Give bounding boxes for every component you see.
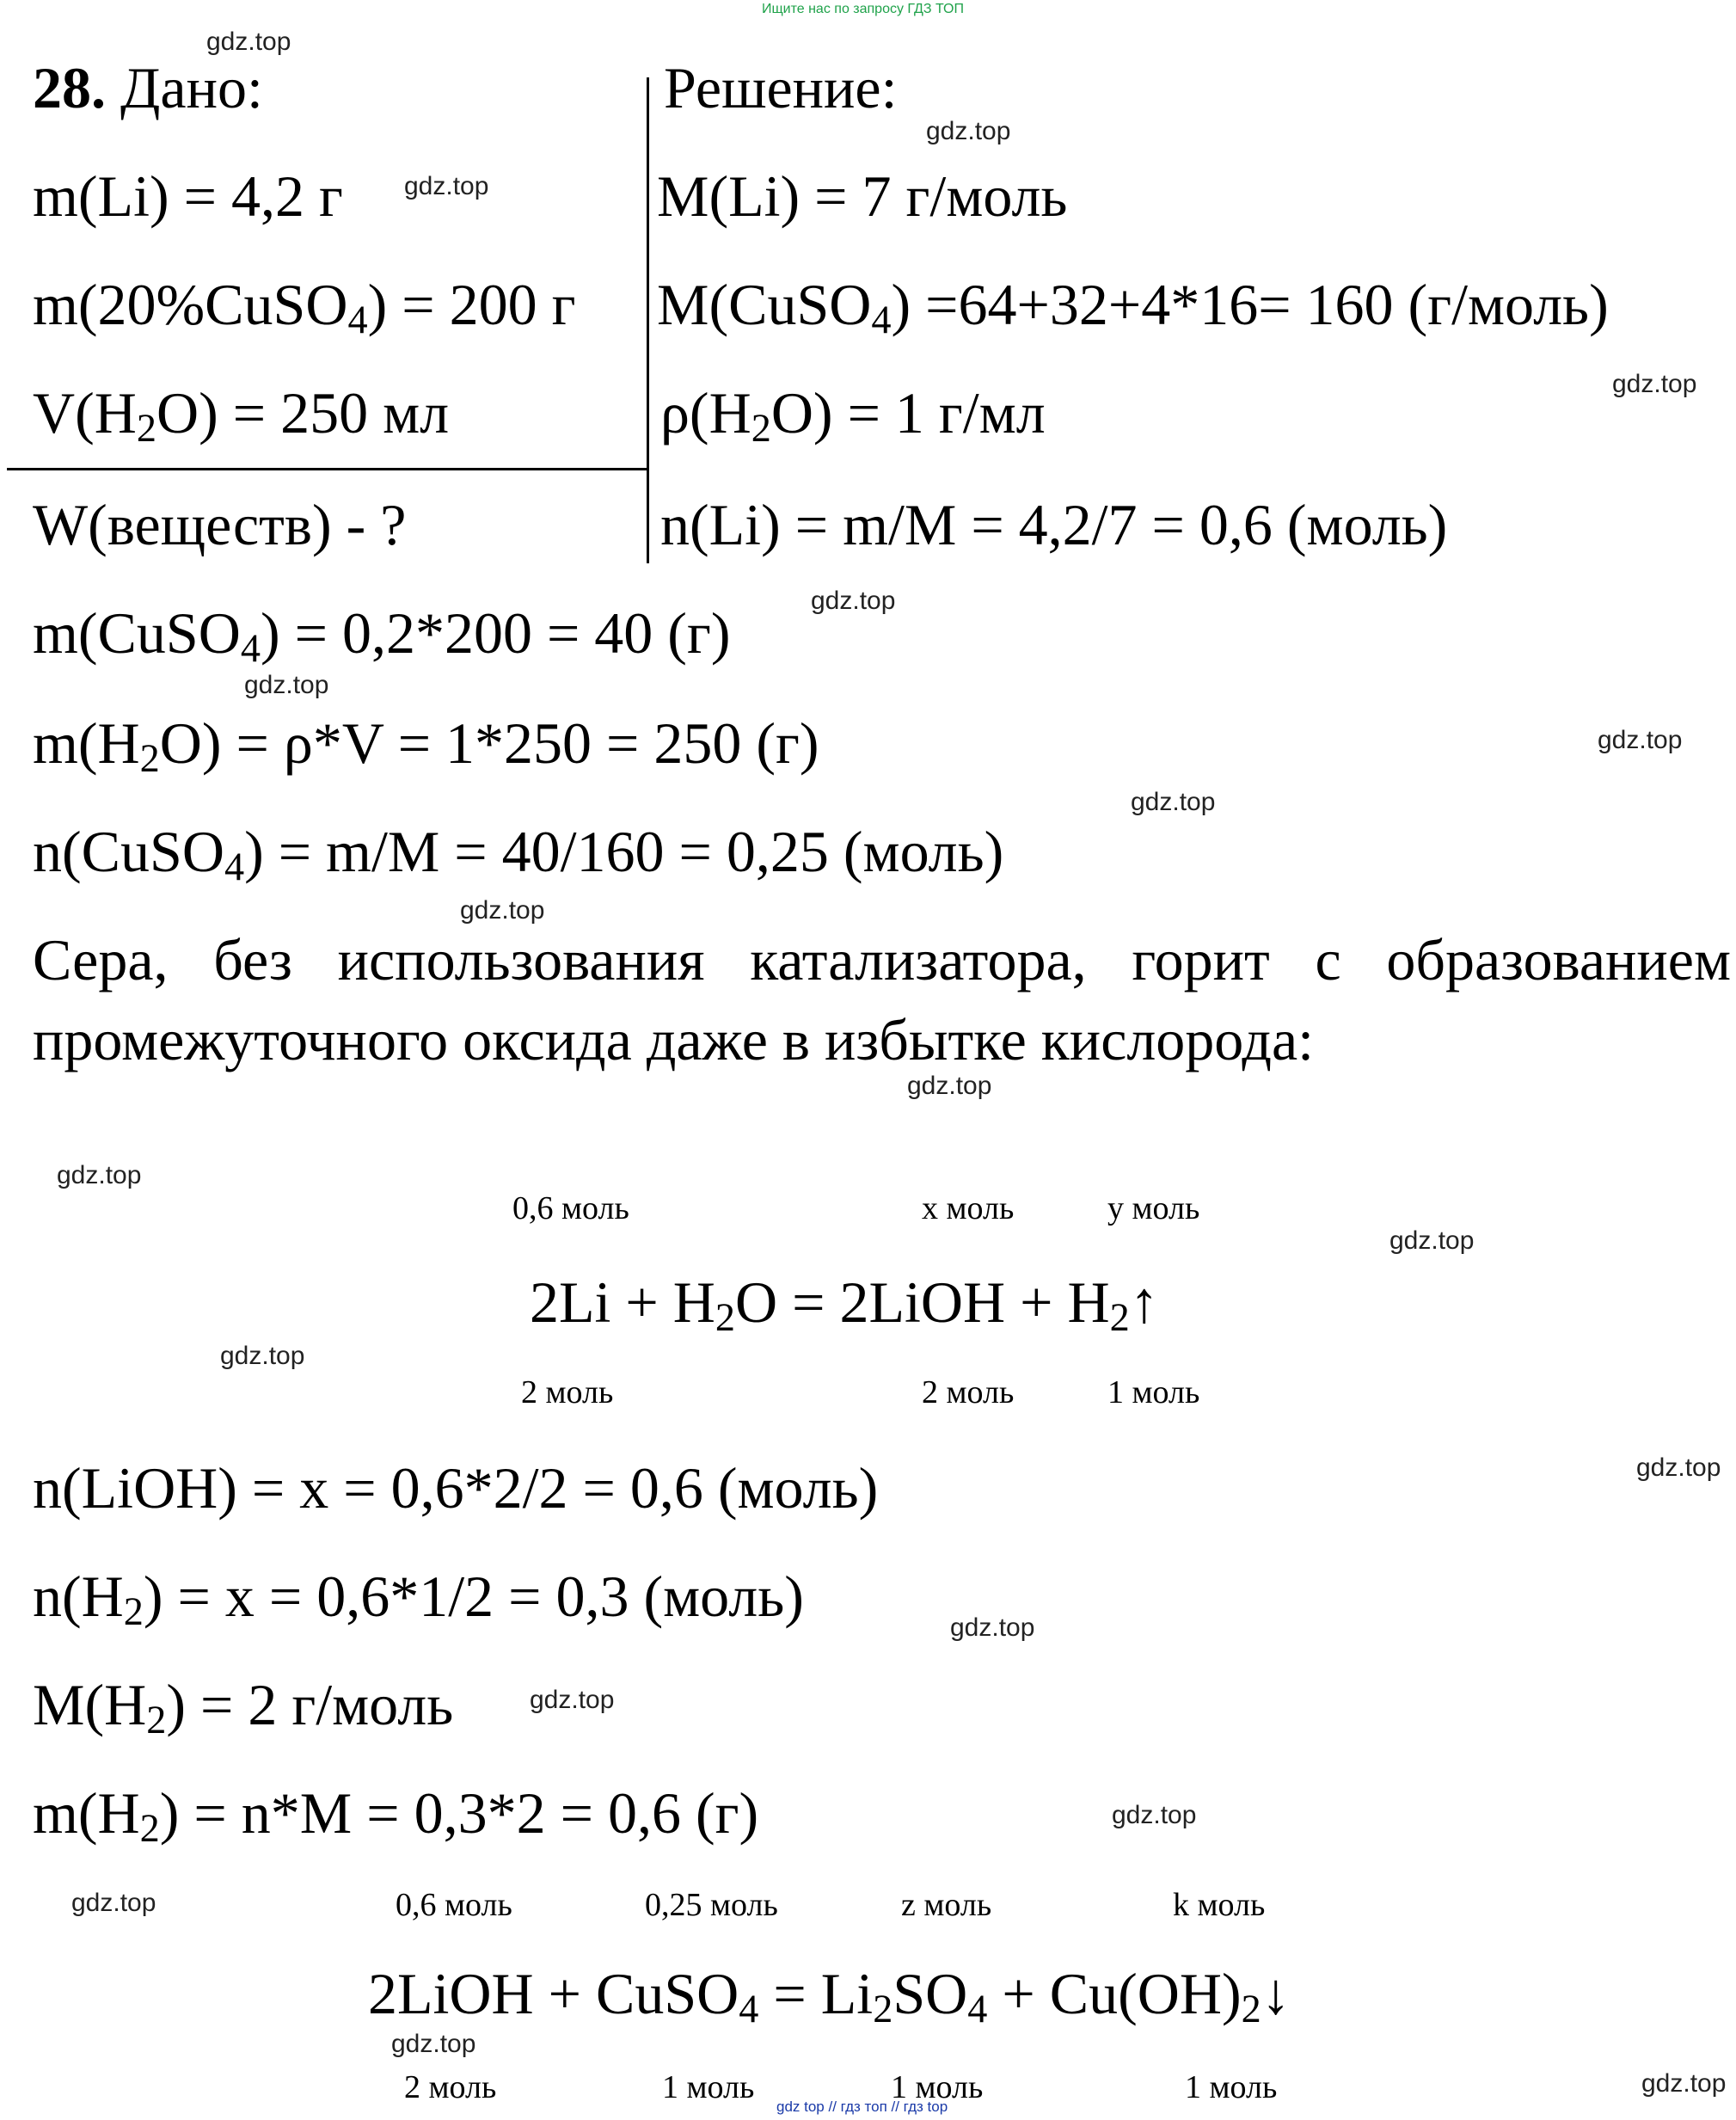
reaction1-below-h2: 1 моль [1107,1374,1200,1410]
find-question: W(веществ) - ? [33,492,407,557]
watermark: gdz.top [811,587,896,615]
watermark: gdz.top [57,1161,142,1189]
watermark: gdz.top [530,1686,615,1714]
problem-heading [33,55,263,120]
solution-density-water: $\rho(H_2O) = 1$ г/мл [660,380,1046,452]
watermark: gdz.top [1636,1453,1721,1482]
reaction2-below-cuoh2: 1 моль [1185,2069,1278,2105]
calc-moles-cuso4: n(CuSO$_4$) = m/M = 40/160 = 0,25 (моль) [33,819,1004,890]
reaction1-above-lioh: х моль [922,1190,1015,1226]
calc-mass-h2: $m(H_2) = n*M = 0,3*2 = 0,6$ (г) [33,1780,759,1852]
reaction2-above-cuoh2: k моль [1173,1887,1266,1923]
given-mass-cuso4: m(20%CuSO$_4$) = 200 г [33,272,576,343]
calc-moles-lioh: n(LiOH) = x = 0,6*2/2 = 0,6 (моль) [33,1455,879,1521]
reaction2-below-lioh: 2 моль [404,2069,497,2105]
calc-moles-h2: $n(H_2) = x = 0,6*1/2 = 0,3$ (моль) [33,1564,804,1635]
reaction1-below-lioh: 2 моль [922,1374,1015,1410]
watermark: gdz.top [1112,1801,1197,1829]
reaction2-above-li2so4: z моль [901,1887,992,1923]
watermark: gdz.top [907,1072,992,1100]
explanation-paragraph: Сера, без использования катализатора, горит с образованием промежуточного оксида даже в избытке кислорода: [33,927,1731,1072]
calc-mass-water: $m(H_2O) = \rho*V = 1*250 = 250$ (г) [33,710,819,782]
watermark: gdz.top [391,2030,476,2058]
reaction1-above-li: 0,6 моль [512,1190,629,1226]
watermark: gdz.top [950,1613,1035,1642]
problem-number: 28. [33,55,106,120]
calc-mass-cuso4: m(CuSO$_4$) = 0,2*200 = 40 (г) [33,600,731,672]
solution-molar-cuso4: M(CuSO$_4$) =64+32+4*16= 160 (г/моль) [657,272,1609,343]
footer-note: gdz top // гдз топ // гдз top [776,2098,948,2115]
watermark: gdz.top [244,671,329,699]
given-label: Дано: [120,55,263,120]
calc-molar-h2: $M(H_2) = 2$ г/моль [33,1672,454,1743]
reaction2-above-cuso4: 0,25 моль [645,1887,778,1923]
watermark: gdz.top [460,896,545,925]
watermark: gdz.top [404,172,489,200]
reaction1-above-h2: у моль [1107,1190,1200,1226]
watermark: gdz.top [71,1889,156,1917]
watermark: gdz.top [1612,370,1697,398]
reaction2-above-lioh: 0,6 моль [396,1887,512,1923]
given-volume-water: $V(H_2O) = 250$ мл [33,380,450,452]
watermark: gdz.top [1641,2069,1727,2098]
reaction2-below-cuso4: 1 моль [662,2069,755,2105]
given-find-divider [7,468,649,470]
reaction2-below-li2so4: 1 моль [891,2069,984,2105]
given-mass-li: m(Li) = 4,2 г [33,163,343,229]
watermark: gdz.top [926,117,1011,145]
reaction1-below-li: 2 моль [521,1374,614,1410]
watermark: gdz.top [1131,788,1216,816]
watermark: gdz.top [220,1342,305,1370]
solution-label: Решение: [664,55,898,120]
solution-molar-li: M(Li) = 7 г/моль [657,163,1068,229]
header-note: Ищите нас по запросу ГДЗ ТОП [762,2,964,16]
watermark: gdz.top [1389,1226,1475,1255]
watermark: gdz.top [1598,726,1683,754]
solution-moles-li: n(Li) = m/M = 4,2/7 = 0,6 (моль) [660,492,1448,557]
given-solution-divider [647,77,649,563]
watermark: gdz.top [206,28,291,56]
reaction2-equation: 2LiOH + CuSO$_4$ = $Li_2SO_4$ + $Cu(OH)_2↓$ [368,1961,1291,2032]
reaction1-equation: $2Li + H_2O$ = 2LiOH + $H_2↑$ [530,1269,1159,1341]
